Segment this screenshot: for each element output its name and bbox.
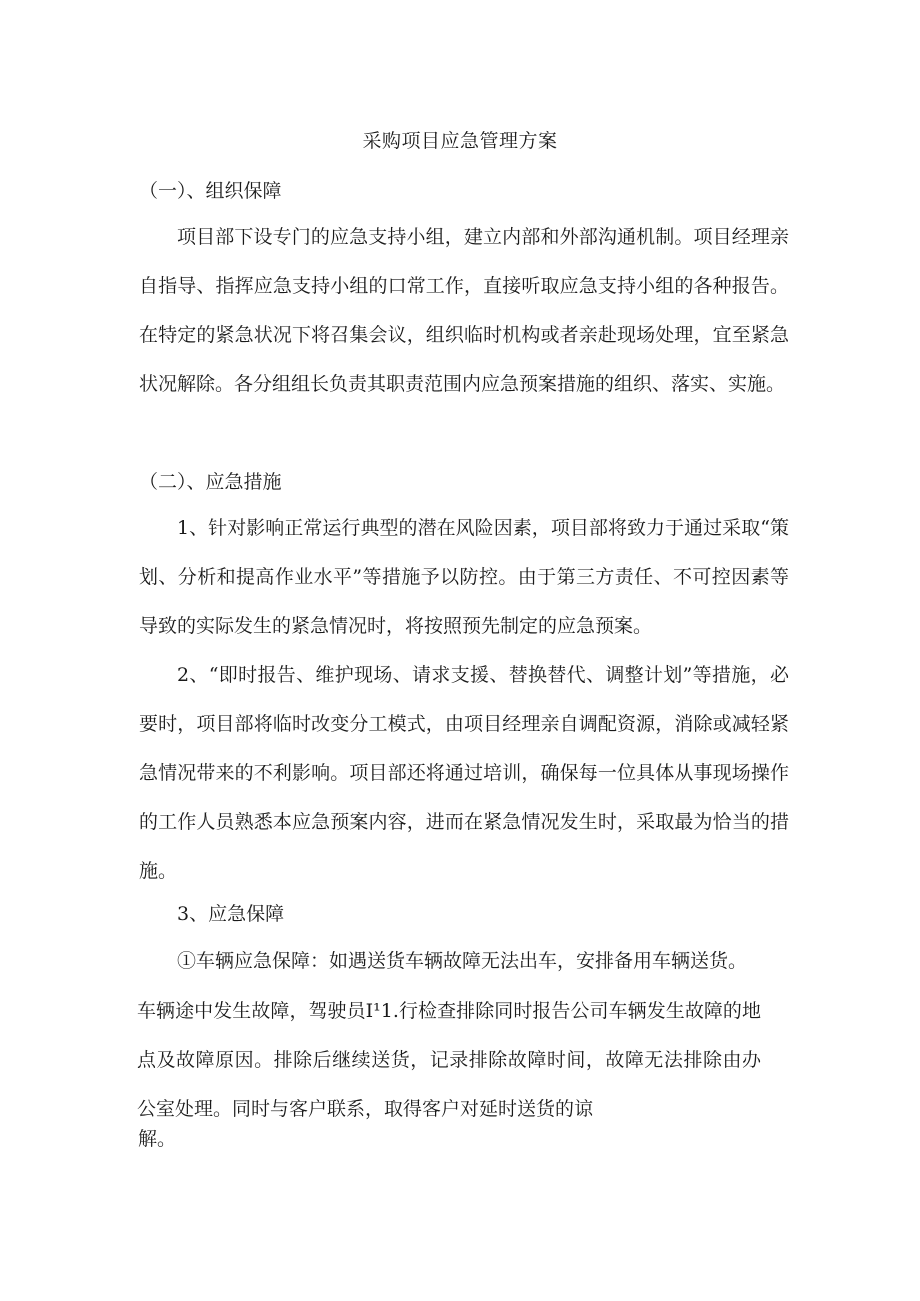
section-heading-organization: （一）、组织保障 — [139, 180, 282, 202]
subheading-emergency-support: 3、应急保障 — [177, 903, 285, 925]
paragraph-organization: 项目部下设专门的应急支持小组，建立内部和外部沟通机制。项目经理亲自指导、指挥应急支持小组的口常工作，直接听取应急支持小组的各种报告。在特定的紧急状况下将召集会议，组织临时机构或者亲赴现场处理，宜至紧急状况解除。各分组组长负责其职责范围内应急预案措施的组织、落实、实施。 — [139, 226, 789, 395]
paragraph-measure-1: 1、针对影响正常运行典型的潜在风险因素，项目部将致力于通过采取“策划、分析和提高作业水平”等措施予以防控。由于第三方责任、不可控因素等导致的实际发生的紧急情况时，将按照预先制定的应急预案。 — [139, 517, 789, 637]
paragraph-vehicle-support: ①车辆应急保障：如遇送货车辆故障无法出车，安排备用车辆送货。 — [177, 950, 748, 972]
trailing-text: 解。 — [138, 1128, 177, 1150]
paragraph-measure-2: 2、“即时报告、维护现场、请求支援、替换替代、调整计划”等措施，必要时，项目部将临时改变分工模式，由项目经理亲自调配资源，消除或减轻紧急情况带来的不利影响。项目部还将通过培训，确保每一位具体从事现场操作的工作人员熟悉本应急预案内容，进而在紧急情况发生时，采取最为恰当的措施。 — [139, 664, 789, 882]
paragraph-vehicle-breakdown: 车辆途中发生故障，驾驶员I¹1.行检查排除同时报告公司车辆发生故障的地点及故障原因。排除后继续送货，记录排除故障时间，故障无法排除由办公室处理。同时与客户联系，取得客户对延时送货的谅 — [137, 1000, 761, 1120]
page-title: 采购项目应急管理方案 — [362, 130, 558, 152]
section-heading-measures: （二）、应急措施 — [139, 471, 282, 493]
